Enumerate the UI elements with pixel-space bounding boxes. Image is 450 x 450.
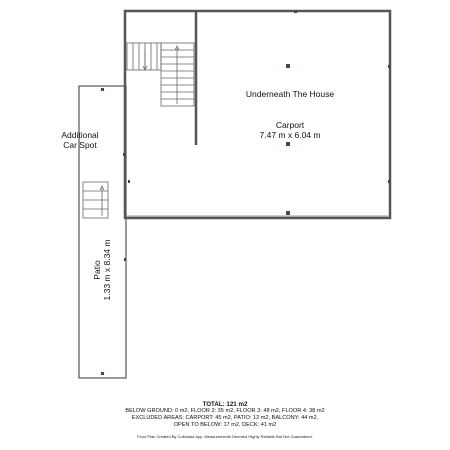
underneath-label: Underneath The House — [245, 89, 335, 99]
additional-line1: Additional — [61, 130, 99, 140]
room-label-underneath — [200, 89, 380, 99]
area-line-3: OPEN TO BELOW: 17 m2, DECK: 41 m2 — [173, 422, 277, 428]
carport-outline — [125, 11, 390, 218]
total-area: TOTAL: 121 m2 — [202, 401, 248, 408]
carport-dims: 7.47 m x 6.04 m — [259, 130, 321, 140]
credit-note: Floor Plan Created By Cubicasa App. Measurements Deemed Highly Reliable But Not Guaranteed. — [137, 434, 313, 439]
stairs-lower — [83, 182, 108, 218]
patio-dims: 1.33 m x 8.34 m — [102, 239, 112, 301]
room-label-additional — [50, 130, 110, 150]
area-summary — [0, 401, 450, 429]
area-line-2: EXCLUDED AREAS: CARPORT: 45 m2, PATIO: 12 m2, BALCONY: 44 m2, — [131, 415, 319, 421]
patio-name: Patio — [92, 260, 102, 280]
additional-line2: Car Spot — [63, 140, 97, 150]
room-label-carport — [200, 120, 380, 140]
area-line-1: BELOW GROUND: 0 m2, FLOOR 2: 35 m2, FLOOR 3: 48 m2, FLOOR 4: 38 m2 — [125, 408, 325, 414]
stairs-upper — [127, 43, 194, 106]
carport-name: Carport — [275, 120, 305, 130]
room-label-patio — [92, 225, 112, 315]
